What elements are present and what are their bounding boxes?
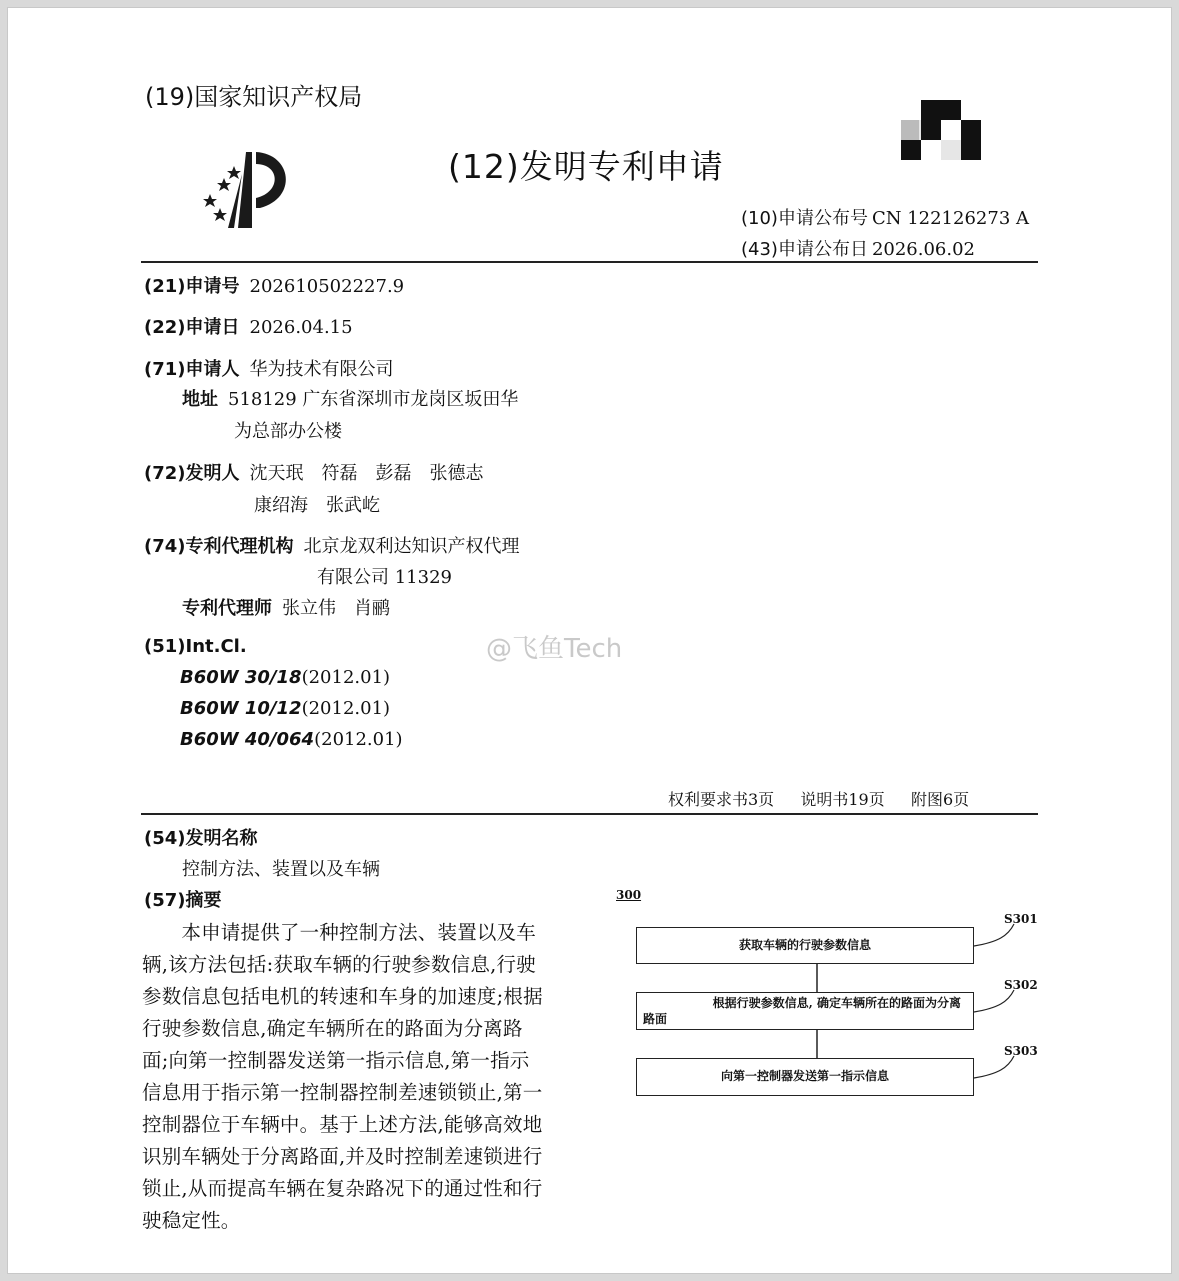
patent-page [8,8,1171,1273]
document-type: (12)发明专利申请 [448,147,724,186]
address-line1: 518129 广东省深圳市龙岗区坂田华 [228,389,519,410]
ipc-code: B60W 30/18 [180,667,302,688]
abstract-line: 辆,该方法包括:获取车辆的行驶参数信息,行驶 [142,953,536,976]
flowchart-step-s301 [636,927,974,964]
step-text: 获取车辆的行驶参数信息 [738,938,871,952]
application-number [144,272,404,298]
app-no-value: 202610502227.9 [249,276,405,297]
ipc-entry [180,667,390,688]
ipc-code: B60W 10/12 [180,698,302,719]
patent-agent [182,594,390,620]
inventor-label: (72)发明人 [144,463,240,484]
step-id: S302 [1004,978,1038,992]
agent-label: 专利代理师 [182,598,272,619]
address-line2: 为总部办公楼 [234,421,342,442]
step-text: 向第一控制器发送第一指示信息 [720,1069,889,1083]
applicant-label: (71)申请人 [144,359,240,380]
address-label: 地址 [182,389,218,410]
abstract-label: (57)摘要 [144,890,222,911]
ipc-code: B60W 40/064 [180,729,315,750]
flowchart-step-s302 [636,992,974,1030]
figure-number: 300 [616,888,642,902]
abstract-line: 识别车辆处于分离路面,并及时控制差速锁进行 [142,1145,543,1168]
pub-date-value: 2026.06.02 [871,239,976,260]
abstract-line: 锁止,从而提高车辆在复杂路况下的通过性和行 [142,1177,543,1200]
inventors [144,459,484,485]
ipc-entry [180,698,390,719]
app-no-label: (21)申请号 [144,276,240,297]
invention-title: 控制方法、装置以及车辆 [182,859,380,880]
invention-title-label: (54)发明名称 [144,828,258,849]
ipc-entry [180,729,403,750]
step-text: 根据行驶参数信息, 确定车辆所在的路面为分离 [712,996,961,1010]
application-date [144,313,353,339]
int-cl [144,636,247,657]
pub-no-label: (10)申请公布号 [741,208,868,229]
ipc-version: (2012.01) [314,729,403,750]
flowchart-step-s303 [636,1058,974,1096]
applicant [144,355,394,381]
claims-pages: 权利要求书3页 [668,790,775,809]
inventor-line1: 沈天珉 符磊 彭磊 张德志 [249,463,484,484]
description-pages: 说明书19页 [800,790,885,809]
abstract-line: 面;向第一控制器发送第一指示信息,第一指示 [142,1049,530,1072]
app-date-label: (22)申请日 [144,317,240,338]
office-name: (19)国家知识产权局 [145,83,363,111]
cnipa-logo-icon [194,144,304,236]
step-id: S301 [1004,912,1038,926]
agent-value: 张立伟 肖鹂 [282,598,390,619]
app-date-value: 2026.04.15 [249,317,353,338]
inventor-line2: 康绍海 张武屹 [254,495,380,516]
qr-code-icon [901,100,981,162]
abstract-line: 行驶参数信息,确定车辆所在的路面为分离路 [142,1017,523,1040]
section-divider [141,813,1038,815]
applicant-value: 华为技术有限公司 [249,359,394,380]
pub-date-label: (43)申请公布日 [741,239,868,260]
step-text: 路面 [643,1012,668,1026]
address [182,385,518,411]
abstract-line: 信息用于指示第一控制器控制差速锁锁止,第一 [142,1081,543,1104]
abstract-line: 控制器位于车辆中。基于上述方法,能够高效地 [142,1113,543,1136]
agency-line2: 有限公司 11329 [317,567,452,588]
agency-label: (74)专利代理机构 [144,536,294,557]
ipc-version: (2012.01) [301,667,391,688]
agency-line1: 北京龙双利达知识产权代理 [303,536,520,557]
publication-date [741,235,975,261]
publication-number [741,204,1029,230]
abstract-line: 参数信息包括电机的转速和车身的加速度;根据 [142,985,543,1008]
abstract-line: 驶稳定性。 [142,1209,241,1232]
intcl-label: (51)Int.Cl. [144,636,247,657]
ipc-version: (2012.01) [301,698,391,719]
header-divider [141,261,1038,263]
step-id: S303 [1004,1044,1038,1058]
page-counts [668,787,969,810]
drawings-pages: 附图6页 [910,790,970,809]
abstract-line: 本申请提供了一种控制方法、装置以及车 [142,921,537,944]
pub-no-value: CN 122126273 A [871,208,1029,229]
watermark: @飞鱼Tech [486,634,623,664]
patent-agency [144,532,520,558]
